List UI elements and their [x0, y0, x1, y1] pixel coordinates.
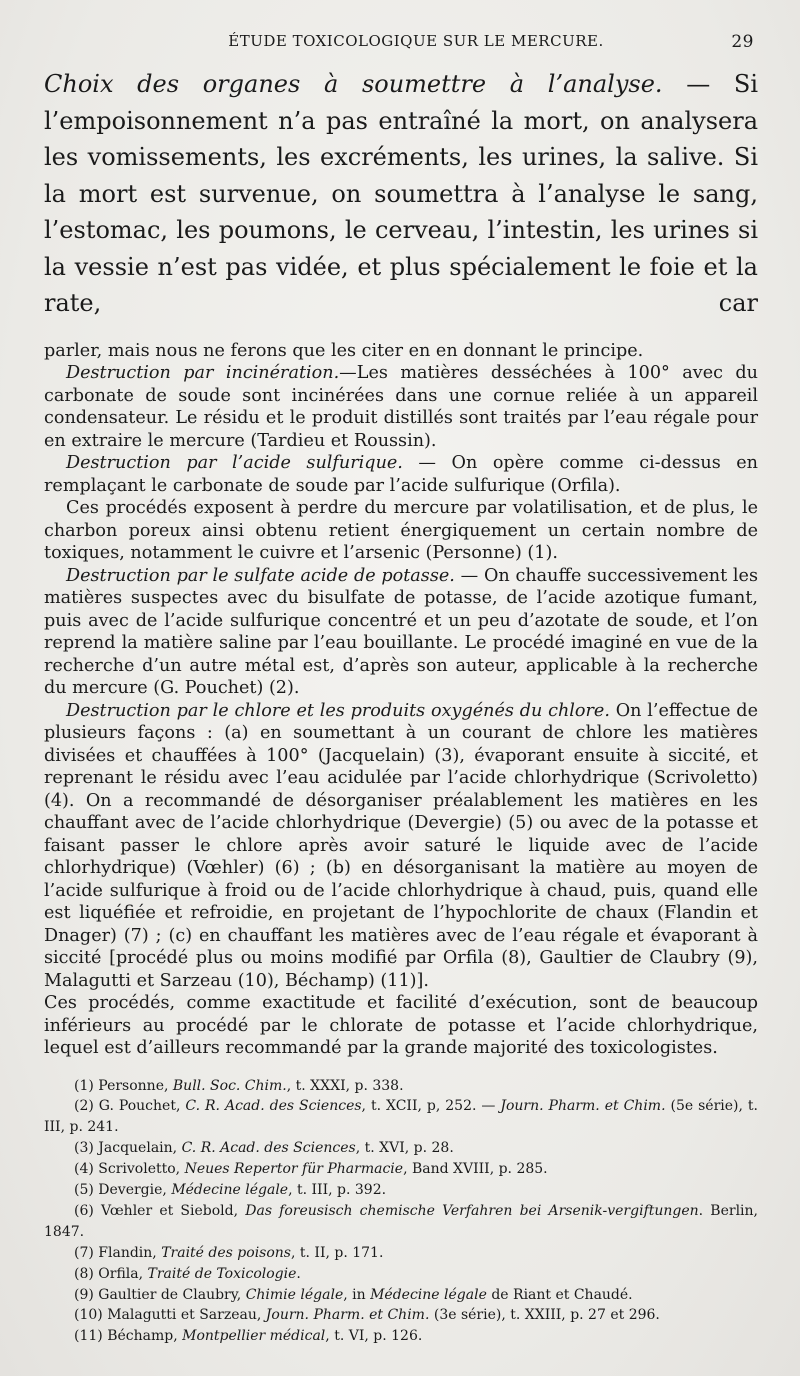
footnote-ref: , t. XVI, p. 28. [355, 1140, 454, 1157]
footnote [44, 1201, 758, 1243]
footnote-ref: , t. II, p. 171. [290, 1244, 384, 1261]
footnote-author: (2) G. Pouchet, [74, 1098, 186, 1115]
footnote-source: Montpellier médical [182, 1328, 326, 1345]
page-number: 29 [731, 32, 754, 52]
intro-line [44, 340, 758, 363]
paragraph-chlore [44, 700, 758, 993]
footnotes [44, 1076, 758, 1348]
footnote-ref: . Berlin, 1847. [44, 1202, 758, 1240]
footnote-source: Bull. Soc. Chim. [172, 1077, 287, 1094]
footnote [44, 1159, 758, 1180]
footnote-ref: , in [343, 1286, 371, 1303]
footnote-ref: , t. VI, p. 126. [325, 1328, 423, 1345]
footnote-author: (3) Jacquelain, [74, 1140, 182, 1157]
paragraph-text: — On chauffe successivement les matières suspectes avec du bisulfate de potasse, de l’acide azotique fumant, puis avec de l’acide sulfurique concentré et un peu d’azotate de soude, et l’on reprend la matière saline par l’eau bouillante. Le procédé imaginé en vue de la recherche d’un autre métal est, d’après son auteur, applicable à la recherche du mercure (G. Pouchet) (2). [44, 565, 758, 698]
footnote-source: Journ. Pharm. et Chim. [265, 1307, 430, 1324]
footnote-author: (6) Vœhler et Siebold, [74, 1202, 246, 1219]
footnote [44, 1180, 758, 1201]
running-title: ÉTUDE TOXICOLOGIQUE SUR LE MERCURE. [228, 32, 604, 50]
footnote-author: (9) Gaultier de Claubry, [74, 1286, 246, 1303]
paragraph-text: Ces procédés, comme exactitude et facilité d’exécution, sont de beaucoup inférieurs au procédé par le chlorate de potasse et l’acide chlorhydrique, lequel est d’ailleurs recommandé par la grande majorité des toxicologistes. [44, 993, 758, 1058]
footnote [44, 1326, 758, 1347]
body-text [44, 340, 758, 1060]
footnote-ref: (3e série), t. XXIII, p. 27 et 296. [429, 1307, 660, 1324]
paragraph-bisulfate [44, 565, 758, 700]
footnote-source: Neues Repertor für Pharmacie [184, 1161, 404, 1178]
footnote-author: (10) Malagutti et Sarzeau, [74, 1307, 266, 1324]
footnote-ref: de Riant et Chaudé. [486, 1286, 633, 1303]
footnote [44, 1264, 758, 1285]
footnote-ref: , t. III, p. 392. [288, 1182, 387, 1199]
footnote-source: C. R. Acad. des Sciences [181, 1140, 356, 1157]
section-heading: Destruction par incinération. [66, 363, 340, 383]
footnote-author: (7) Flandin, [74, 1244, 162, 1261]
footnote [44, 1305, 758, 1326]
footnote-source: Traité de Toxicologie [147, 1265, 297, 1282]
footnote-ref: (5e série), t. III, p. 241. [44, 1098, 758, 1136]
paragraph-conclusion [44, 992, 758, 1060]
footnote [44, 1076, 758, 1097]
footnote-ref: . [296, 1265, 301, 1282]
running-head [44, 32, 758, 66]
paragraph-text: parler, mais nous ne ferons que les citer en en donnant le principe. [44, 340, 644, 361]
paragraph-text: Ces procédés exposent à perdre du mercure par volatilisation, et de plus, le charbon poreux ainsi obtenu retient énergiquement un certain nombre de toxiques, notamment le cuivre et l’arsenic (Personne) (1). [44, 498, 758, 563]
section-heading: Destruction par le sulfate acide de potasse. [66, 565, 455, 586]
section-heading: Choix des organes à soumettre à l’analyse. [44, 70, 663, 98]
paragraph-text: On l’effectue de plusieurs façons : (a) en soumettant à un courant de chlore les matières divisées et chauffées à 100° (Jacquelain) (3), évaporant ensuite à siccité, et reprenant le résidu avec l’eau acidulée par l’acide chlorhydrique (Scrivoletto) (4). On a recommandé de désorganiser préalablement les matières en les chauffant avec de l’acide chlorhydrique (Devergie) (5) ou avec de la potasse et faisant passer le chlore après avoir saturé le liquide avec de l’acide chlorhydrique) (Vœhler) (6) ; (b) en désorganisant la matière au moyen de l’acide sulfurique à froid ou de l’acide chlorhydrique à chaud, puis, quand elle est liquéfiée et refroidie, en projetant de l’hypochlorite de chaux (Flandin et Dnager) (7) ; (c) en chauffant les matières avec de l’eau régale et évaporant à siccité [procédé plus ou moins modifié par Orfila (8), Gaultier de Claubry (9), Malagutti et Sarzeau (10), Béchamp) (11)]. [44, 700, 758, 991]
paragraph-text: — On opère comme ci-dessus en remplaçant le carbonate de soude par l’acide sulfurique (Orfila). [44, 453, 758, 496]
paragraph-incineration [44, 362, 758, 452]
footnote-ref: , Band XVIII, p. 285. [403, 1161, 548, 1178]
footnote-author: (4) Scrivoletto, [74, 1161, 185, 1178]
paragraph-text: — Si l’empoisonnement n’a pas entraîné la mort, on analysera les vomissements, les excréments, les urines, la salive. Si la mort est survenue, on soumettra à l’analyse le sang, l’estomac, les poumons, le cerveau, l’intestin, les urines si la vessie n’est pas vidée, et plus spécialement le foie et la rate, car [44, 70, 759, 317]
footnote-ref: , t. XCII, p, 252. — [361, 1098, 501, 1115]
footnote-source: C. R. Acad. des Sciences [185, 1098, 362, 1115]
footnote-source: Chimie légale [245, 1286, 344, 1303]
footnote-author: (8) Orfila, [74, 1265, 148, 1282]
footnote-source: Das foreusisch chemische Verfahren bei Arsenik-vergiftungen [245, 1202, 699, 1219]
footnote-author: (11) Béchamp, [74, 1328, 183, 1345]
footnote-author: (1) Personne, [74, 1077, 173, 1094]
paragraph-sulfuric [44, 452, 758, 497]
footnote-source: Traité des poisons [161, 1244, 291, 1261]
footnote [44, 1096, 758, 1138]
paragraph-procedures [44, 497, 758, 565]
large-type-paragraph [44, 66, 758, 322]
footnote-ref: , t. XXXI, p. 338. [286, 1077, 404, 1094]
footnote-source: Journ. Pharm. et Chim. [500, 1098, 666, 1115]
section-heading: Destruction par l’acide sulfurique. [66, 453, 403, 473]
footnote-source: Médecine légale [171, 1182, 289, 1199]
footnote [44, 1138, 758, 1159]
footnote-source: Médecine légale [370, 1286, 487, 1303]
footnote [44, 1285, 758, 1306]
paragraph-text: —Les matières desséchées à 100° avec du carbonate de soude sont incinérées dans une cornue reliée à un appareil condensateur. Le résidu et le produit distillés sont traités par l’eau régale pour en extraire le mercure (Tardieu et Roussin). [44, 363, 758, 451]
section-heading: Destruction par le chlore et les produits oxygénés du chlore. [66, 700, 610, 721]
footnote-author: (5) Devergie, [74, 1182, 172, 1199]
footnote [44, 1243, 758, 1264]
